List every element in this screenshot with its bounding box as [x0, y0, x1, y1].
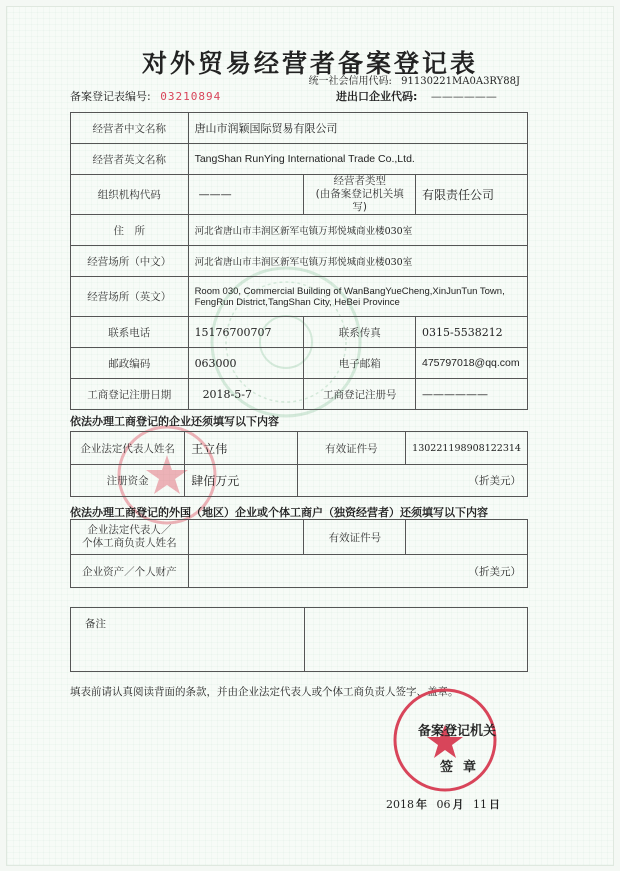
- biz-cn-value: 河北省唐山市丰润区新军屯镇万邦悦城商业楼030室: [188, 246, 527, 277]
- capital-label: 注册资金: [71, 465, 185, 497]
- reg-no-value: ——————: [415, 379, 527, 410]
- fax-value: 0315-5538212: [415, 317, 527, 348]
- table-row: [71, 608, 528, 672]
- date-day: 11: [473, 798, 487, 811]
- reg-no-label: 工商登记注册号: [304, 379, 416, 410]
- table-row: [71, 175, 528, 215]
- uscc-line: [309, 72, 520, 87]
- operator-type-label-sub: (由备案登记机关填写): [315, 188, 404, 213]
- en-name-value: TangShan RunYing International Trade Co.,Ltd.: [188, 144, 527, 175]
- table-row: [71, 555, 528, 588]
- fax-label: 联系传真: [304, 317, 416, 348]
- table-row: [71, 113, 528, 144]
- table-row: [71, 246, 528, 277]
- ie-code-value: ——————: [430, 90, 497, 103]
- section1-heading: 依法办理工商登记的企业还须填写以下内容: [70, 415, 279, 428]
- rep-name-label-line1: 企业法定代表人／: [87, 524, 172, 536]
- postal-value: 063000: [188, 348, 304, 379]
- postal-label: 邮政编码: [71, 348, 189, 379]
- biz-en-value: Room 030, Commercial Building of WanBangYueCheng,XinJunTun Town, FengRun District,TangShan City, HeBei Province: [188, 277, 527, 317]
- footnote: 填表前请认真阅读背面的条款，并由企业法定代表人或个体工商负责人签字、盖章。: [70, 686, 459, 698]
- address-value: 河北省唐山市丰润区新军屯镇万邦悦城商业楼030室: [188, 215, 527, 246]
- en-name-label: 经营者英文名称: [71, 144, 189, 175]
- record-number-label: 备案登记表编号:: [70, 90, 151, 103]
- uscc-label: 统一社会信用代码:: [308, 76, 392, 87]
- org-code-value: ———: [188, 175, 304, 215]
- reg-date-value: 2018-5-7: [188, 379, 304, 410]
- capital-value: 肆佰万元: [185, 465, 297, 497]
- rep-name-label: [71, 520, 189, 555]
- table-row: [71, 432, 528, 465]
- org-code-label: 组织机构代码: [71, 175, 189, 215]
- foreign-id-label: 有效证件号: [304, 520, 406, 555]
- foreign-enterprise-table: [70, 519, 528, 588]
- rep-name-value: [188, 520, 304, 555]
- issue-date: [386, 796, 506, 812]
- operator-type-label-main: 经营者类型: [333, 175, 386, 187]
- assets-label: 企业资产／个人财产: [71, 555, 189, 588]
- table-row: [71, 277, 528, 317]
- id-number-label: 有效证件号: [297, 432, 406, 465]
- table-row: [71, 348, 528, 379]
- operator-info-table: [70, 112, 528, 410]
- address-label: 住 所: [71, 215, 189, 246]
- id-number-value: 130221198908122314: [406, 432, 528, 465]
- cn-name-value: 唐山市润颖国际贸易有限公司: [188, 113, 527, 144]
- notes-table: [70, 607, 528, 672]
- date-year-unit: 年: [416, 798, 427, 811]
- table-row: [71, 215, 528, 246]
- date-year: 2018: [386, 798, 414, 811]
- date-month: 06: [436, 798, 451, 811]
- email-value: 475797018@qq.com: [415, 348, 527, 379]
- ie-code: [336, 88, 497, 104]
- phone-value: 15176700707: [188, 317, 304, 348]
- ie-code-label: 进出口企业代码:: [336, 90, 418, 103]
- cn-name-label: 经营者中文名称: [71, 113, 189, 144]
- operator-type-value: 有限责任公司: [415, 175, 527, 215]
- date-day-unit: 日: [489, 798, 500, 811]
- enterprise-table: [70, 431, 528, 497]
- foreign-id-value: [406, 520, 528, 555]
- legal-rep-label: 企业法定代表人姓名: [71, 432, 185, 465]
- uscc-value: 91130221MA0A3RY88J: [401, 76, 520, 87]
- official-red-seal: [390, 685, 500, 795]
- table-row: [71, 144, 528, 175]
- biz-cn-label: 经营场所（中文）: [71, 246, 189, 277]
- table-row: [71, 379, 528, 410]
- date-month-unit: 月: [452, 798, 464, 811]
- biz-en-label: 经营场所（英文）: [71, 277, 189, 317]
- table-row: [71, 465, 528, 497]
- notes-label: 备注: [71, 608, 305, 672]
- assets-unit: （折美元）: [188, 555, 527, 588]
- email-label: 电子邮箱: [304, 348, 416, 379]
- reg-date-label: 工商登记注册日期: [71, 379, 189, 410]
- operator-type-label: [304, 175, 416, 215]
- record-number-value: 03210894: [160, 90, 222, 103]
- phone-label: 联系电话: [71, 317, 189, 348]
- notes-value: [304, 608, 528, 672]
- capital-unit: （折美元）: [297, 465, 527, 497]
- authority-label: 备案登记机关: [418, 724, 497, 739]
- seal-sign-label: 签章: [440, 760, 487, 775]
- table-row: [71, 317, 528, 348]
- table-row: [71, 520, 528, 555]
- section2-heading: 依法办理工商登记的外国（地区）企业或个体工商户（独资经营者）还须填写以下内容: [70, 506, 488, 519]
- document-title: 对外贸易经营者备案登记表: [141, 49, 478, 78]
- record-number: [70, 88, 221, 104]
- rep-name-label-line2: 个体工商负责人姓名: [82, 537, 177, 549]
- legal-rep-value: 王立伟: [185, 432, 297, 465]
